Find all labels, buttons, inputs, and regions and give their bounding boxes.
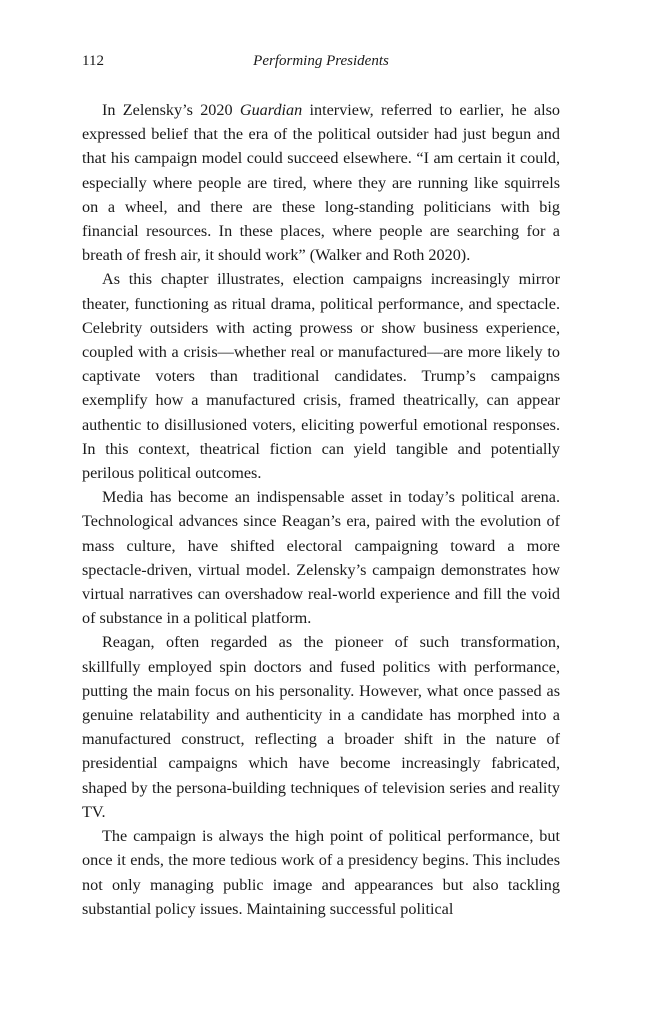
running-head (82, 50, 560, 72)
paragraph-2: As this chapter illustrates, election campaigns increasingly mirror theater, functioning as ritual drama, political performance, and spectacle. Celebrity outsiders with acting prowess or show business experience, coupled with a crisis—whether real or manufactured—are more likely to captivate voters than traditional candidates. Trump’s campaigns exemplify how a manufactured crisis, framed theatrically, can appear authentic to disillusioned voters, eliciting powerful emotional responses. In this context, theatrical fiction can yield tangible and potentially perilous political outcomes. (82, 270, 560, 483)
paragraph-3: Media has become an indispensable asset in today’s political arena. Technological advances since Reagan’s era, paired with the evolution of mass culture, have shifted electoral campaigning toward a more spectacle-driven, virtual model. Zelensky’s campaign demonstrates how virtual narratives can overshadow real-world experience and fill the void of substance in a political platform. (82, 488, 560, 628)
body-text (82, 98, 560, 921)
newspaper-title: Guardian (239, 101, 303, 119)
paragraph-5: The campaign is always the high point of political performance, but once it ends, the more tedious work of a presidency begins. This includes not only managing public image and appearances but also tackling substantial policy issues. Maintaining successful political (82, 827, 560, 918)
running-title: Performing Presidents (253, 53, 389, 69)
paragraph-4: Reagan, often regarded as the pioneer of such transformation, skillfully employed spin doctors and fused politics with performance, putting the main focus on his personality. However, what once passed as genuine relatability and authenticity in a candidate has morphed into a manufactured construct, reflecting a broader shift in the nature of presidential campaigns which have become increasingly fabricated, shaped by the persona-building techniques of television series and reality TV. (82, 633, 560, 821)
paragraph-1-text-before: In Zelensky’s 2020 (102, 101, 240, 119)
page-number: 112 (82, 53, 104, 69)
paragraph-1 (82, 98, 560, 267)
paragraph-1-text-after: interview, referred to earlier, he also expressed belief that the era of the political outsider had just begun and that his campaign model could succeed elsewhere. “I am certain it could, especially where people are tired, where they are running like squirrels on a wheel, and there are these long-standing politicians with big financial resources. In these places, where people are searching for a breath of fresh air, it should work” (Walker and Roth 2020). (82, 101, 560, 265)
